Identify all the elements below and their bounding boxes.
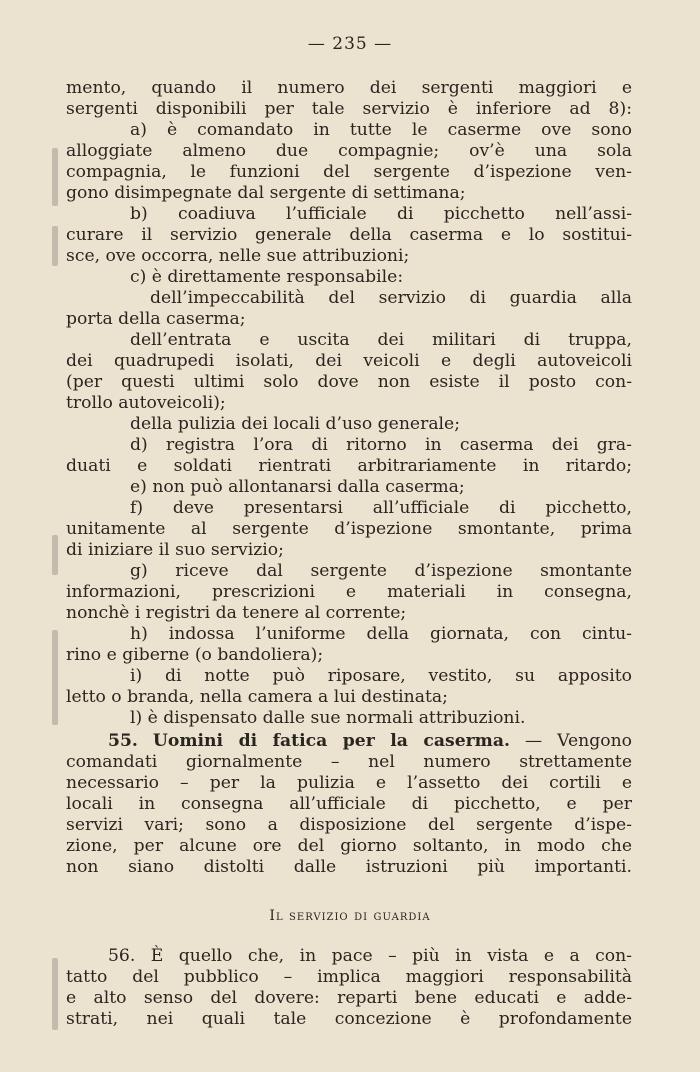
text-line: informazioni, prescrizioni e materiali in consegna, <box>66 582 632 602</box>
paragraph-number: 55. <box>108 731 138 751</box>
text-line: sce, ove occorra, nelle sue attribuzioni; <box>66 246 410 266</box>
text-line: unitamente al sergente d’ispezione smontante, prima <box>66 519 632 539</box>
text-line: b) coadiuva l’ufficiale di picchetto nell’assi- <box>130 204 632 224</box>
section-heading: Il servizio di guardia <box>269 908 431 924</box>
margin-mark <box>52 630 58 725</box>
margin-mark <box>52 535 58 575</box>
text-line: letto o branda, nella camera a lui destinata; <box>66 687 448 707</box>
text-fragment: — Vengono <box>524 731 632 751</box>
text-line: e alto senso del dovere: reparti bene educati e adde- <box>66 988 632 1008</box>
text-line: tatto del pubblico – implica maggiori responsabilità <box>66 967 632 987</box>
text-line: rino e giberne (o bandoliera); <box>66 645 324 665</box>
paragraph-title: Uomini di fatica per la caserma. <box>152 731 510 751</box>
text-line: e) non può allontanarsi dalla caserma; <box>130 477 465 497</box>
text-line: sergenti disponibili per tale servizio è inferiore ad 8): <box>66 99 632 119</box>
text-line: zione, per alcune ore del giorno soltanto, in modo che <box>66 836 632 856</box>
text-line: della pulizia dei locali d’uso generale; <box>130 414 461 434</box>
text-line: porta della caserma; <box>66 309 246 329</box>
margin-mark <box>52 226 58 266</box>
text-line: di iniziare il suo servizio; <box>66 540 284 560</box>
text-line: dell’impeccabilità del servizio di guardia alla <box>150 288 632 308</box>
text-line: necessario – per la pulizia e l’assetto dei cortili e <box>66 773 632 793</box>
text-line: c) è direttamente responsabile: <box>130 267 404 287</box>
page-number: — 235 — <box>307 34 393 54</box>
text-line: mento, quando il numero dei sergenti maggiori e <box>66 78 632 98</box>
text-line: 56. È quello che, in pace – più in vista e a con- <box>108 946 632 966</box>
text-line: alloggiate almeno due compagnie; ov’è una sola <box>66 141 632 161</box>
text-line: servizi vari; sono a disposizione del sergente d’ispe- <box>66 815 632 835</box>
text-line: d) registra l’ora di ritorno in caserma dei gra- <box>130 435 632 455</box>
margin-mark <box>52 148 58 206</box>
text-line: g) riceve dal sergente d’ispezione smontante <box>130 561 632 581</box>
text-line: non siano distolti dalle istruzioni più importanti. <box>66 857 632 877</box>
text-line: l) è dispensato dalle sue normali attribuzioni. <box>130 708 526 728</box>
text-line: (per questi ultimi solo dove non esiste il posto con- <box>66 372 632 392</box>
text-line: gono disimpegnate dal sergente di settimana; <box>66 183 466 203</box>
text-line: nonchè i registri da tenere al corrente; <box>66 603 407 623</box>
text-line: h) indossa l’uniforme della giornata, con cintu- <box>130 624 632 644</box>
text-line: a) è comandato in tutte le caserme ove sono <box>130 120 632 140</box>
text-line: duati e soldati rientrati arbitrariamente in ritardo; <box>66 456 632 476</box>
text-line: curare il servizio generale della caserma e lo sostitui- <box>66 225 632 245</box>
text-line: i) di notte può riposare, vestito, su apposito <box>130 666 632 686</box>
text-line: f) deve presentarsi all’ufficiale di picchetto, <box>130 498 632 518</box>
text-line: locali in consegna all’ufficiale di picchetto, e per <box>66 794 632 814</box>
text-line: dei quadrupedi isolati, dei veicoli e degli autoveicoli <box>66 351 632 371</box>
text-line: dell’entrata e uscita dei militari di truppa, <box>130 330 632 350</box>
text-line: strati, nei quali tale concezione è profondamente <box>66 1009 632 1029</box>
text-line: comandati giornalmente – nel numero strettamente <box>66 752 632 772</box>
paragraph-55-first-line <box>108 731 632 752</box>
margin-mark <box>52 958 58 1030</box>
text-line: compagnia, le funzioni del sergente d’ispezione ven- <box>66 162 632 182</box>
text-line: trollo autoveicoli); <box>66 393 226 413</box>
